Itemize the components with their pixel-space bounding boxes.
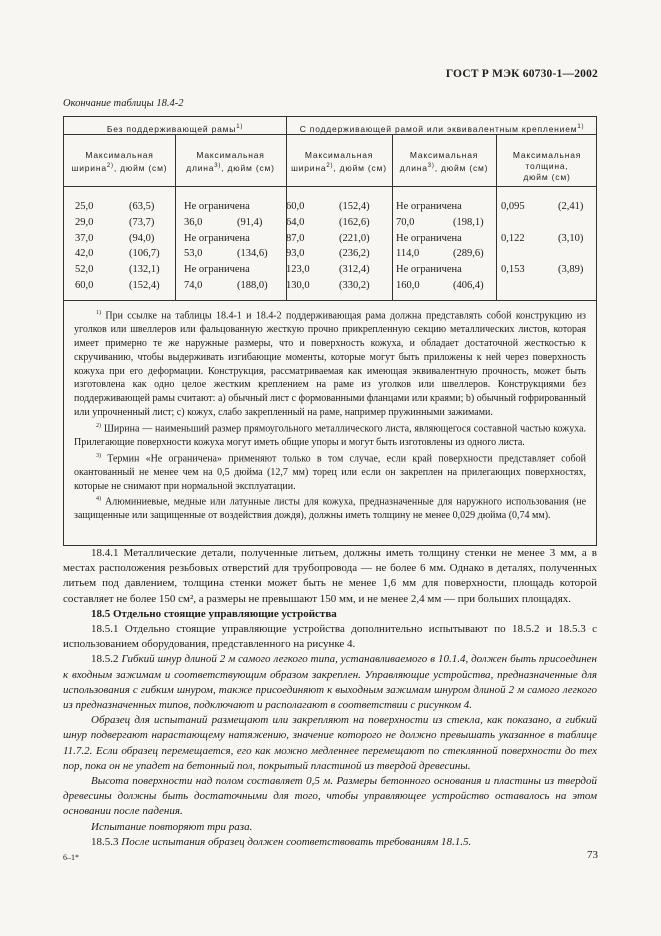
paragraph: Высота поверхности над полом составляет 0,5 м. Размеры бетонного основания и пластины из твердой древесины должны быть достаточными для того, чтобы управляющее устройство оставалось на этом основании после падения. xyxy=(63,775,597,818)
table-cell: 70,0 xyxy=(396,216,415,228)
footnote: $^{2)}$ Ширина — наименьший размер прямоугольного металлического листа, являющегося составной частью кожуха. Прилегающие поверхности кожуха могут иметь общие упоры и могут быть изготовлены из одного листа. xyxy=(74,422,587,448)
table-cell: 60,0 xyxy=(286,201,305,212)
table-cell: 93,0 xyxy=(286,248,305,260)
column-header-thickness: Максимальная толщина, дюйм (см) xyxy=(512,150,582,182)
table-cell: 114,0 xyxy=(396,248,420,260)
table-cell: 36,0 xyxy=(184,216,203,228)
column-header-length: Максимальная длина$^{3)}$, дюйм (см) xyxy=(399,150,489,173)
table-cell: (162,6) xyxy=(339,216,370,228)
footnote: $^{1)}$ При ссылке на таблицы 18.4-1 и 18.4-2 поддерживающая рама должна представлять собой конструкцию из уголков или швеллеров или фальцованную жесткую прочно прикрепленную секцию металлических листов, которая имеет примерно те же наружные размеры, что и поверхность кожуха, и обладает достаточной жесткостью к скручиванию, чтобы выдерживать изгибающие моменты, которые могут быть приложены к ней через поверхность кожуха при его деформации. Конструкция, рассматриваемая как имеющая эквивалентную прочность, может быть изготовлена как одно целое жестким креплением на раме из уголков или швеллеров. Конструкциями без поддерживающей рамы считают: а) обычный лист с формованными фланцами или краями; b) обычный гофрированный или упрочненный лист; с) кожух, слабо закрепленный на раме, например пружинными зажимами. xyxy=(74,310,587,418)
table-cell: (152,4) xyxy=(339,201,370,212)
table-rule xyxy=(64,186,596,187)
body-text xyxy=(63,546,597,850)
table-cell: 87,0 xyxy=(286,232,305,244)
section-heading: 18.5 Отдельно стоящие управляющие устройства xyxy=(91,607,337,620)
table-cell: (2,41) xyxy=(558,201,584,212)
paragraph: Испытание повторяют три раза. xyxy=(91,820,253,833)
table-cell: 37,0 xyxy=(75,232,94,244)
table-rule xyxy=(64,300,596,301)
table-cell: 130,0 xyxy=(286,280,310,291)
table-cell: (406,4) xyxy=(453,280,484,291)
table-cell: (91,4) xyxy=(237,216,263,228)
table-cell: 123,0 xyxy=(286,264,310,276)
table-cell: (330,2) xyxy=(339,280,370,291)
table-cell: Не ограничена xyxy=(396,264,462,276)
table-cell: (3,10) xyxy=(558,232,584,244)
table-cell: (312,4) xyxy=(339,264,370,276)
table-cell: (73,7) xyxy=(129,216,155,228)
table-cell: Не ограничена xyxy=(184,232,250,244)
table-cell: 25,0 xyxy=(75,201,94,212)
table-cell: 52,0 xyxy=(75,264,94,276)
table-cell: Не ограничена xyxy=(184,201,250,212)
table-cell: (198,1) xyxy=(453,216,484,228)
footnote: $^{4)}$ Алюминиевые, медные или латунные листы для кожуха, предназначенные для наружного использования (не защищенные или защищенные от воздействия дождя), должны иметь толщину не менее 0,029 дюйма (0,74 мм). xyxy=(74,496,587,522)
table-cell: 0,122 xyxy=(501,232,525,244)
table-cell: (94,0) xyxy=(129,232,155,244)
table-cell: 53,0 xyxy=(184,248,203,260)
table-cell: 64,0 xyxy=(286,216,305,228)
table-cell: 0,153 xyxy=(501,264,525,276)
column-header-width: Максимальная ширина$^{2)}$, дюйм (см) xyxy=(71,150,168,173)
table-cell: Не ограничена xyxy=(184,264,250,276)
table-cell: 0,095 xyxy=(501,201,525,212)
group-header-no-frame: Без поддерживающей рамы$^{1)}$ xyxy=(106,123,244,134)
table-cell: (132,1) xyxy=(129,264,160,276)
table-cell: (289,6) xyxy=(453,248,484,260)
table-cell: Не ограничена xyxy=(396,232,462,244)
table-cell: (63,5) xyxy=(129,201,155,212)
table-footnotes xyxy=(74,307,586,523)
table-cell: 74,0 xyxy=(184,280,203,291)
table-cell: 29,0 xyxy=(75,216,94,228)
table-cell: (221,0) xyxy=(339,232,370,244)
table-cell: (106,7) xyxy=(129,248,160,260)
column-header-width: Максимальная ширина$^{2)}$, дюйм (см) xyxy=(291,150,387,173)
table-cell: (188,0) xyxy=(237,280,268,291)
table-cell: 42,0 xyxy=(75,248,94,260)
table-cell: Не ограничена xyxy=(396,201,462,212)
footer-signature: 6–1* xyxy=(63,853,79,862)
table-cell: (152,4) xyxy=(129,280,160,291)
column-header-length: Максимальная длина$^{3)}$, дюйм (см) xyxy=(186,150,275,173)
table-cell: (3,89) xyxy=(558,264,584,276)
paragraph: 18.5.1 Отдельно стоящие управляющие устройства дополнительно испытывают по 18.5.2 и 18.5.3 с использованием оборудования, представленного на рисунке 4. xyxy=(63,623,597,651)
paragraph: 18.4.1 Металлические детали, полученные литьем, должны иметь толщину стенки не менее 3 мм, а в местах расположения резьбовых отверстий для трубопровода — не более 6 мм. Однако в деталях, полученных литьем под давлением, толщина стенки может быть не менее 1,6 мм для поверхности, площадь которой составляет не более 150 см², а размеры не превышают 150 мм, и не менее 2,4 мм — при больших площадях. xyxy=(63,547,597,605)
table-cell: 60,0 xyxy=(75,280,94,291)
group-header-with-frame: С поддерживающей рамой или эквивалентным креплением$^{1)}$ xyxy=(299,123,585,134)
table-cell: (134,6) xyxy=(237,248,268,260)
table-caption: Окончание таблицы 18.4-2 xyxy=(63,98,184,109)
footnote: $^{3)}$ Термин «Не ограничена» применяют только в том случае, если край поверхности представляет собой окантованный не менее чем на 0,5 дюйма (12,7 мм) торец или если он закреплен на прилегающих поверхностях, которые не снимают при нормальной эксплуатации. xyxy=(74,452,586,492)
page-header-title: ГОСТ Р МЭК 60730-1—2002 xyxy=(445,68,598,80)
table-cell: 160,0 xyxy=(396,280,420,291)
paragraph: 18.5.3 После испытания образец должен соответствовать требованиям 18.1.5. xyxy=(91,835,472,848)
paragraph: Образец для испытаний размещают или закрепляют на поверхности из стекла, как показано, а гибкий шнур подвергают нарастающему натяжению, значение которого не должно превышать указанное в таблице 11.7.2. Если образец перемещается, его как можно медленнее перемещают по стеклянной поверхности до тех пор, пока он не упадет на бетонный пол, покрытый пластиной из твердой древесины. xyxy=(63,714,597,772)
data-table xyxy=(63,116,597,546)
page-number: 73 xyxy=(587,849,598,861)
table-cell: (236,2) xyxy=(339,248,370,260)
paragraph: 18.5.2 Гибкий шнур длиной 2 м самого легкого типа, устанавливаемого в 10.1.4, должен быть присоединен к входным зажимам и соответствующим образом закреплен. Управляющие устройства, предназначенные для использования с гибким шнуром, также присоединяют к выходным зажимам шнуром длиной 2 м самого легкого из предназначенных типов, подключают и располагают в соответствии с рисунком 4. xyxy=(63,653,598,712)
